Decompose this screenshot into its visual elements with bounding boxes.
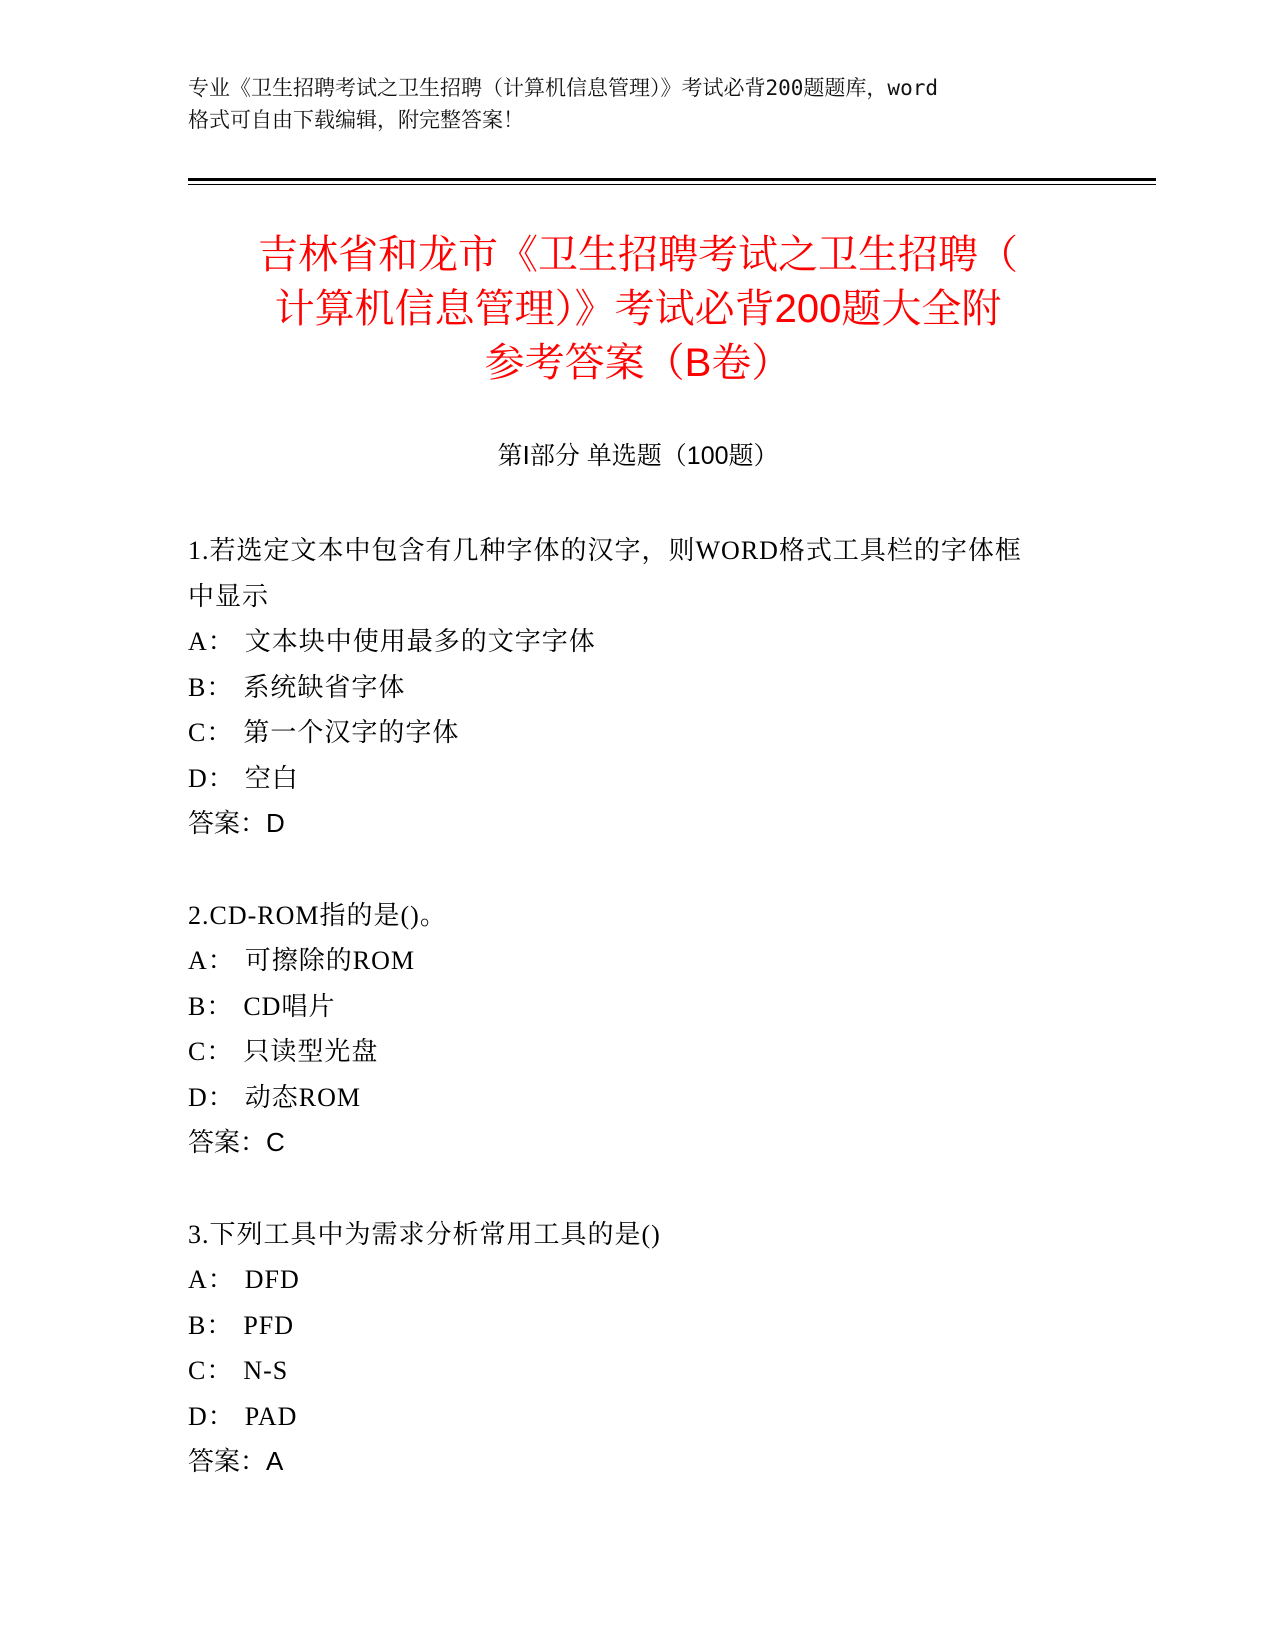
document-title-line-3: 参考答案（B卷） [484, 341, 792, 385]
option-text: 只读型光盘 [243, 1037, 379, 1066]
option-label: A： [188, 946, 235, 975]
option-label: D： [188, 763, 235, 793]
question-2 [188, 893, 1088, 1166]
header-divider-thick [188, 178, 1156, 181]
option-text: 文本块中使用最多的文字字体 [244, 627, 596, 656]
option-d [188, 756, 1088, 802]
option-text: 第一个汉字的字体 [243, 718, 460, 747]
option-label: B： [188, 1310, 234, 1340]
option-b [188, 1303, 1088, 1349]
option-label: B： [188, 991, 234, 1021]
document-title-line-1: 吉林省和龙市《卫生招聘考试之卫生招聘（ [258, 233, 1018, 277]
header-note-line-1: 专业《卫生招聘考试之卫生招聘（计算机信息管理）》考试必背200题题库，word [188, 76, 938, 100]
option-text: 动态ROM [244, 1082, 362, 1112]
answer: 答案：A [188, 1446, 284, 1476]
header-divider-thin [188, 184, 1156, 185]
header-note-line-2: 格式可自由下载编辑，附完整答案！ [188, 108, 524, 132]
option-text: PAD [244, 1401, 298, 1431]
option-d [188, 1394, 1088, 1440]
option-text: N-S [243, 1356, 289, 1385]
option-a [188, 619, 1088, 665]
option-label: A： [188, 1265, 235, 1294]
option-label: C： [188, 718, 234, 747]
option-label: C： [188, 1356, 234, 1385]
document-title [188, 228, 1088, 390]
option-text: CD唱片 [243, 991, 336, 1021]
option-text: PFD [243, 1310, 295, 1340]
option-label: D： [188, 1082, 235, 1112]
option-text: 可擦除的ROM [244, 946, 416, 975]
option-b [188, 665, 1088, 711]
answer: 答案：C [188, 1127, 285, 1157]
option-text: 空白 [244, 763, 299, 793]
option-label: C： [188, 1037, 234, 1066]
question-1 [188, 528, 1088, 847]
answer: 答案：D [188, 808, 285, 838]
option-text: DFD [244, 1265, 300, 1294]
option-c [188, 1029, 1088, 1075]
option-label: A： [188, 627, 235, 656]
option-a [188, 1257, 1088, 1303]
option-label: B： [188, 672, 234, 702]
question-stem-continued: 中显示 [188, 581, 270, 611]
section-heading: 第Ⅰ部分 单选题（100题） [497, 442, 779, 470]
question-stem: 1.若选定文本中包含有几种字体的汉字，则WORD格式工具栏的字体框 [188, 536, 1022, 565]
option-c [188, 1348, 1088, 1394]
question-3 [188, 1212, 1088, 1485]
question-stem: 3.下列工具中为需求分析常用工具的是() [188, 1219, 661, 1249]
question-stem: 2.CD-ROM指的是()。 [188, 900, 447, 930]
option-a [188, 938, 1088, 984]
option-c [188, 710, 1088, 756]
option-label: D： [188, 1401, 235, 1431]
document-title-line-2: 计算机信息管理）》考试必背200题大全附 [274, 287, 1002, 331]
option-d [188, 1075, 1088, 1121]
option-b [188, 984, 1088, 1030]
question-list [188, 528, 1088, 1531]
header-note [188, 72, 1088, 136]
option-text: 系统缺省字体 [243, 672, 406, 702]
